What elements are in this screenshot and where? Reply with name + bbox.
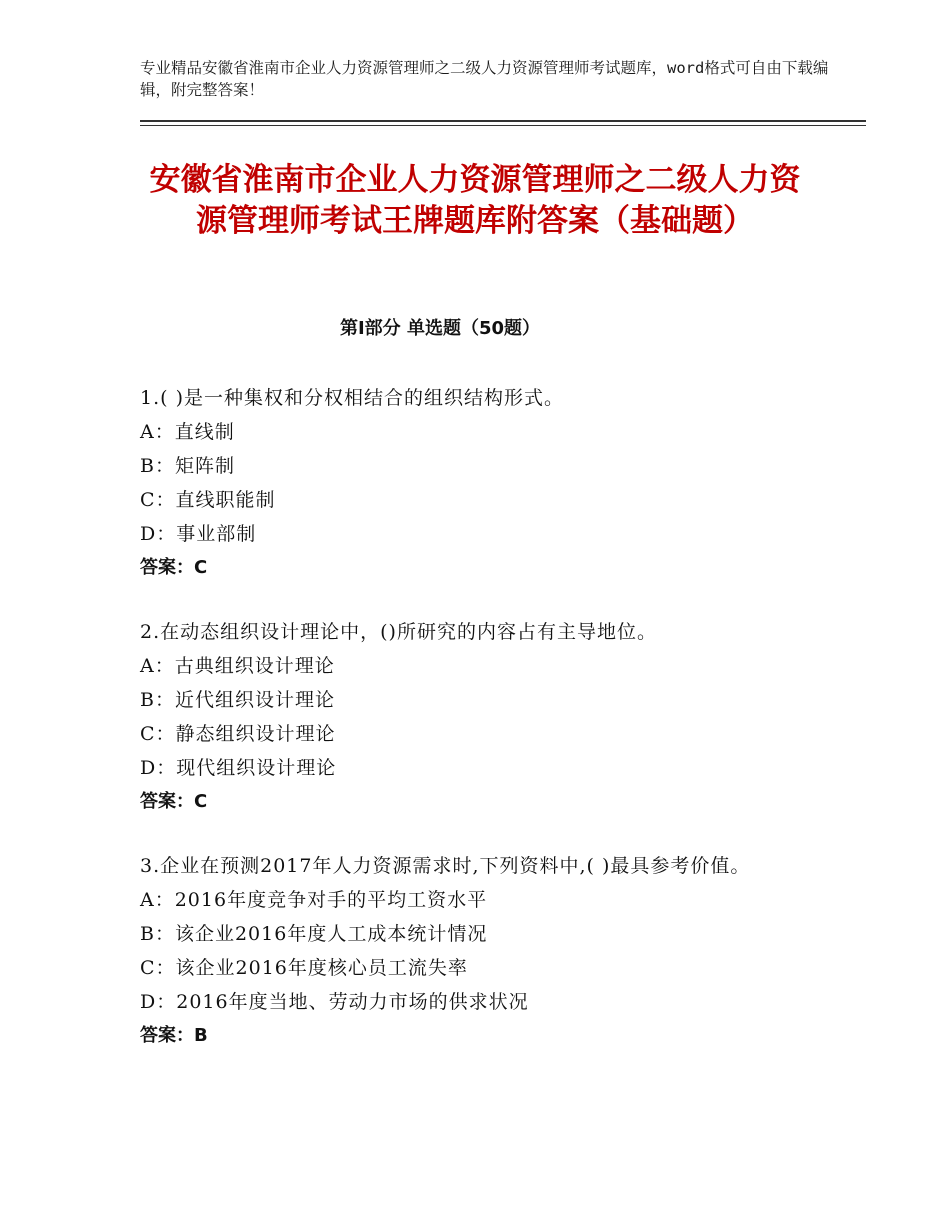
option-d: D：2016年度当地、劳动力市场的供求状况 [140, 991, 529, 1013]
option-d: D：现代组织设计理论 [140, 757, 337, 779]
answer: 答案：C [140, 557, 208, 578]
question-stem: 1.( )是一种集权和分权相结合的组织结构形式。 [140, 387, 564, 409]
option-a: A：2016年度竞争对手的平均工资水平 [140, 889, 488, 911]
option-c: C：直线职能制 [140, 489, 276, 511]
question-stem: 2.在动态组织设计理论中，()所研究的内容占有主导地位。 [140, 621, 657, 643]
question-2 [140, 615, 790, 819]
option-c: C：该企业2016年度核心员工流失率 [140, 957, 468, 979]
part-title: 第Ⅰ部分 单选题（50题） [339, 318, 540, 339]
option-b: B：近代组织设计理论 [140, 689, 335, 711]
question-3 [140, 849, 790, 1053]
option-b: B：该企业2016年度人工成本统计情况 [140, 923, 488, 945]
option-b: B：矩阵制 [140, 455, 235, 477]
option-a: A：古典组织设计理论 [140, 655, 335, 677]
header-note: 专业精品安徽省淮南市企业人力资源管理师之二级人力资源管理师考试题库，word格式可自由下载编辑，附完整答案！ [140, 59, 829, 99]
header-rule-thin [140, 125, 866, 126]
option-a: A：直线制 [140, 421, 235, 443]
header-rule-thick [140, 120, 866, 122]
question-list [140, 381, 790, 1083]
question-stem: 3.企业在预测2017年人力资源需求时,下列资料中,( )最具参考价值。 [140, 855, 751, 877]
answer: 答案：B [140, 1025, 208, 1046]
option-d: D：事业部制 [140, 523, 257, 545]
option-c: C：静态组织设计理论 [140, 723, 336, 745]
answer: 答案：C [140, 791, 208, 812]
question-1 [140, 381, 790, 585]
document-title: 安徽省淮南市企业人力资源管理师之二级人力资源管理师考试王牌题库附答案（基础题） [149, 162, 801, 239]
